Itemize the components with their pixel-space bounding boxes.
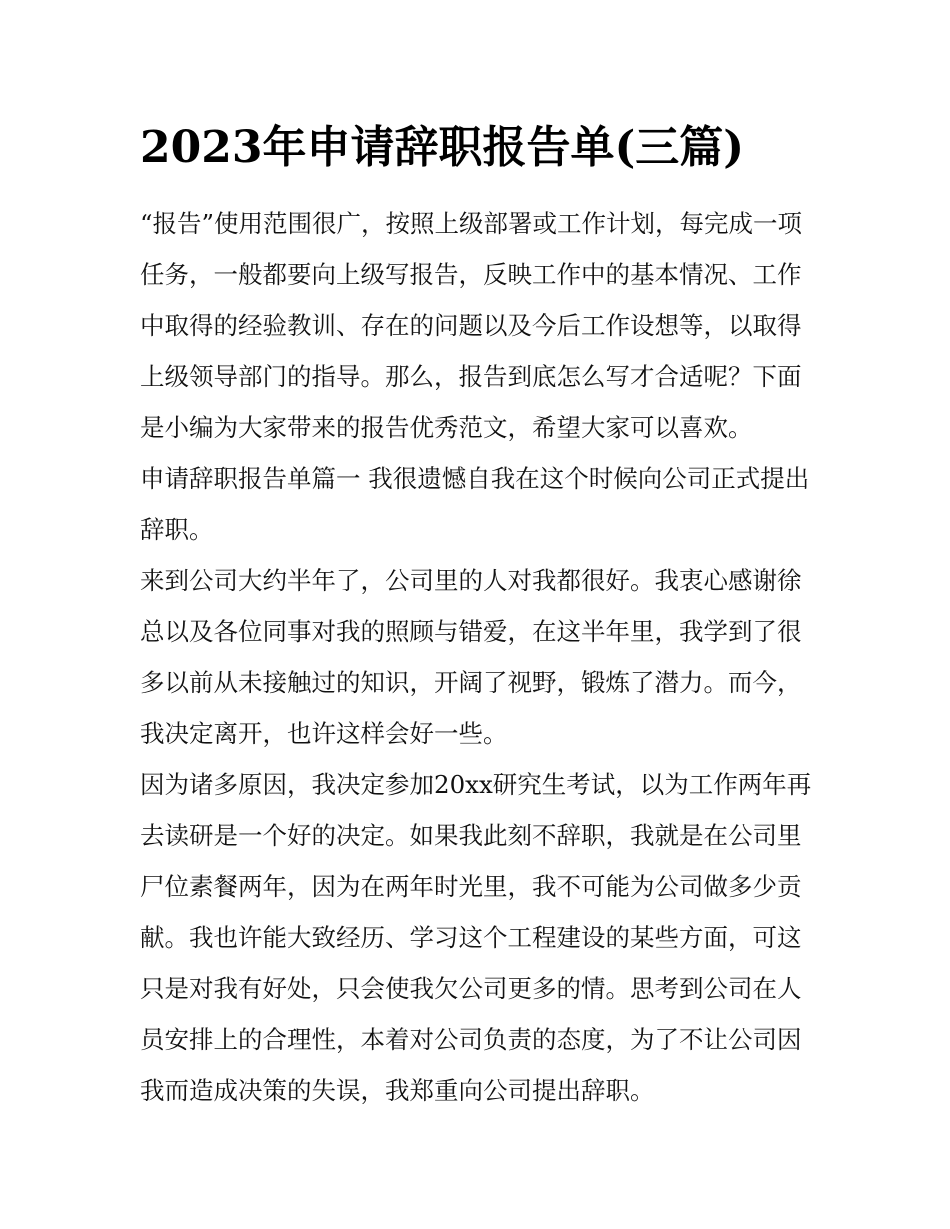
paragraph-intro: “报告”使用范围很广，按照上级部署或工作计划，每完成一项任务，一般都要向上级写报告，反映工作中的基本情况、工作中取得的经验教训、存在的问题以及今后工作设想等，以取得上级领导部门的指导。那么，报告到底怎么写才合适呢？下面是小编为大家带来的报告优秀范文，希望大家可以喜欢。: [140, 209, 803, 442]
document-title: 2023年申请辞职报告单(三篇): [140, 122, 745, 173]
document-body: [140, 198, 816, 1116]
paragraph-gratitude: 来到公司大约半年了，公司里的人对我都很好。我衷心感谢徐总以及各位同事对我的照顾与错爱，在这半年里，我学到了很多以前从未接触过的知识，开阔了视野，锻炼了潜力。而今，我决定离开，也许这样会好一些。: [140, 566, 802, 748]
paragraph-section-one-heading: 申请辞职报告单篇一 我很遗憾自我在这个时候向公司正式提出辞职。: [140, 464, 810, 544]
paragraph-reasons: 因为诸多原因，我决定参加20xx研究生考试，以为工作两年再去读研是一个好的决定。如果我此刻不辞职，我就是在公司里尸位素餐两年，因为在两年时光里，我不可能为公司做多少贡献。我也许能大致经历、学习这个工程建设的某些方面，可这只是对我有好处，只会使我欠公司更多的情。思考到公司在人员安排上的合理性，本着对公司负责的态度，为了不让公司因我而造成决策的失误，我郑重向公司提出辞职。: [140, 770, 812, 1105]
